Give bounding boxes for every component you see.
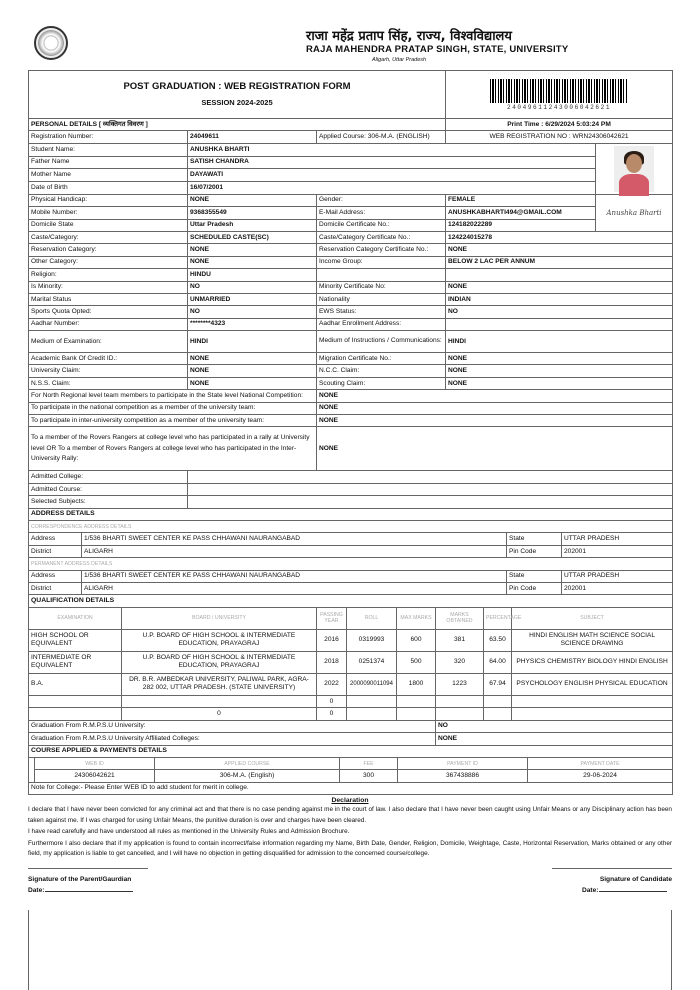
field-label: Marital Status [29,293,188,305]
field-label: Income Group: [317,256,446,268]
field-value: BELOW 2 LAC PER ANNUM [446,256,673,268]
page-frame [28,910,672,990]
column-header: FEE [340,758,398,770]
university-location: Aligarh, Uttar Pradesh [372,57,427,63]
parent-signature-label: Signature of the Parent/Gaurdian [28,875,132,883]
payment-heading: COURSE APPLIED & PAYMENTS DETAILS [29,746,673,758]
selected-subjects-label: Selected Subjects: [29,496,188,508]
correspondence-address: 1/536 BHARTI SWEET CENTER KE PASS CHHAWANI NAURANGABAD [82,533,507,545]
qualification-table [28,595,673,745]
address-heading: ADDRESS DETAILS [29,509,673,521]
column-header: MAX MARKS [397,607,436,629]
table-row: INTERMEDIATE OR EQUIVALENT U.P. BOARD OF HIGH SCHOOL & INTERMEDIATE EDUCATION, PRAYAGRAJ 2018 0251374 500 320 64.00 PHYSICS CHEMISTRY BIOLOGY HINDI ENGLISH [29,651,673,673]
field-value: INDIAN [446,293,673,305]
registration-value: 24049611 [188,131,317,143]
competition-value: NONE [317,390,673,402]
column-header: ROLL [347,607,397,629]
field-value: 124224015278 [446,231,673,243]
dob-value: 16/07/2001 [188,182,596,195]
university-name-hindi: राजा महेंद्र प्रताप सिंह, राज्य, विश्वविद्यालय [306,29,512,44]
field-value: NONE [188,365,317,377]
correspondence-state: UTTAR PRADESH [562,533,673,545]
field-value: NONE [446,353,673,365]
column-header: PASSING YEAR [317,607,347,629]
student-name: ANUSHKA BHARTI [188,143,596,156]
state-label: State [507,570,562,582]
field-label: Academic Bank Of Credit ID.: [29,353,188,365]
field-label: N.C.C. Claim: [317,365,446,377]
rovers-label: To a member of the Rovers Rangers at college level who has participated in a rally at University level OR To a member of Rovers Rangers at college level who has participated in the Inter-University Rally: [29,427,317,471]
permanent-district: ALIGARH [82,583,507,595]
table-row: HIGH SCHOOL OR EQUIVALENT U.P. BOARD OF HIGH SCHOOL & INTERMEDIATE EDUCATION, PRAYAGRAJ 2016 0319993 600 381 63.50 HINDI ENGLISH MATH SCIENCE SOCIAL SCIENCE DRAWING [29,629,673,651]
declaration-paragraph: I have read carefully and have understood all rules as mentioned in the University Rules and Admission Brochure. [28,828,350,836]
field-value: 124182022289 [446,219,596,231]
field-value: FEMALE [446,194,596,206]
grad-college-label: Graduation From R.M.P.S.U University Affiliated Colleges: [29,733,436,745]
declaration-paragraph: I declare that I have never been convicted for any criminal act and that there is no case pending against me in the court of law. I also declare that I have never been caught using Unfair Means or any Disciplinary action has been taken against me. If I was charged for using Unfair Means, the punitive duration is over and charges have been cleared. [28,806,672,824]
field-label: N.S.S. Claim: [29,377,188,389]
field-value: NONE [446,244,673,256]
field-label: Other Category: [29,256,188,268]
medium-label: Medium of Examination: [29,331,188,353]
field-value [446,318,673,330]
field-label: Mobile Number: [29,207,188,219]
correspondence-heading: CORRESPONDENCE ADDRESS DETAILS [29,521,673,533]
field-value: Uttar Pradesh [188,219,317,231]
admitted-college-value [188,471,673,483]
declaration [28,797,672,860]
pin-label: Pin Code [507,545,562,557]
candidate-signature: Anushka Bharti [596,194,673,231]
applied-course: Applied Course: 306-M.A. (ENGLISH) [317,131,446,143]
address-table [28,509,673,596]
field-label: Domicile Certificate No.: [317,219,446,231]
field-value: NONE [446,365,673,377]
medium-comm-value: HINDI [446,331,673,353]
dob-label: Date of Birth [29,182,188,195]
competition-label: To participate in the national competition as a member of the university team: [29,402,317,414]
field-label: Migration Certificate No.: [317,353,446,365]
correspondence-pin: 202001 [562,545,673,557]
university-name-english: RAJA MAHENDRA PRATAP SINGH, STATE, UNIVERSITY [306,44,569,55]
field-label: Minority Certificate No: [317,281,446,293]
signature-area [28,866,672,896]
field-value: NO [446,306,673,318]
column-header: MARKS OBTAINED [436,607,484,629]
competition-value: NONE [317,402,673,414]
field-label: Nationality [317,293,446,305]
mother-name: DAYAWATI [188,169,596,182]
field-label: Physical Handicap: [29,194,188,206]
field-value: ANUSHKABHARTI494@GMAIL.COM [446,207,596,219]
field-value: SCHEDULED CASTE(SC) [188,231,317,243]
field-label: Scouting Claim: [317,377,446,389]
field-label: Religion: [29,269,188,281]
field-value: HINDU [188,269,317,281]
district-label: District [29,545,82,557]
field-label: Reservation Category Certificate No.: [317,244,446,256]
form-title: POST GRADUATION : WEB REGISTRATION FORM [123,80,351,92]
grad-rmp-value: NO [436,720,673,732]
parent-date: Date: [28,886,133,894]
permanent-heading: PERMANENT ADDRESS DETAILS [29,558,673,570]
field-label [317,269,446,281]
student-name-label: Student Name: [29,143,188,156]
medium-value: HINDI [188,331,317,353]
competition-label: For North Regional level team members to participate in the State level National Competition: [29,390,317,402]
column-header: EXAMINATION [29,607,122,629]
registration-label: Registration Number: [29,131,188,143]
university-header [28,22,672,70]
state-label: State [507,533,562,545]
column-header: PERCENTAGE [484,607,512,629]
field-label: Reservation Category: [29,244,188,256]
session-label: SESSION 2024-2025 [201,97,273,107]
grad-rmp-label: Graduation From R.M.P.S.U University: [29,720,436,732]
rovers-value: NONE [317,427,673,471]
field-value: NO [188,306,317,318]
university-seal-icon [34,26,68,60]
barcode-number: 24049611243006042621 [507,103,612,111]
field-value: NONE [188,194,317,206]
qualification-heading: QUALIFICATION DETAILS [29,595,673,607]
field-label: Aadhar Number: [29,318,188,330]
father-name: SATISH CHANDRA [188,156,596,169]
permanent-pin: 202001 [562,583,673,595]
field-label: Aadhar Enrollment Address: [317,318,446,330]
mother-label: Mother Name [29,169,188,182]
column-header: WEB ID [35,758,155,770]
field-label: Domicile State [29,219,188,231]
column-header: APPLIED COURSE [155,758,340,770]
payment-table [28,746,673,796]
table-row: 24306042621 306-M.A. (English) 300 367438886 29-06-2024 [29,770,673,782]
photo-cell [596,143,673,194]
field-value: ********4323 [188,318,317,330]
field-label: University Claim: [29,365,188,377]
registration-form [28,22,672,896]
column-header: PAYMENT ID [398,758,528,770]
district-label: District [29,583,82,595]
admitted-course-value [188,483,673,495]
field-label: Sports Quota Opted: [29,306,188,318]
personal-details-table [28,70,673,509]
competition-value: NONE [317,415,673,427]
personal-details-heading: PERSONAL DETAILS [ व्यक्तिगत विवरण ] [29,119,446,131]
candidate-date: Date: [582,886,672,894]
permanent-address: 1/536 BHARTI SWEET CENTER KE PASS CHHAWANI NAURANGABAD [82,570,507,582]
medium-comm-label: Medium of Instructions / Communications: [317,331,446,353]
field-value: NONE [446,377,673,389]
grad-college-value: NONE [436,733,673,745]
candidate-signature-label: Signature of Candidate [599,875,672,883]
field-label: E-Mail Address: [317,207,446,219]
field-value: NONE [188,244,317,256]
field-value: UNMARRIED [188,293,317,305]
field-label: Is Minority: [29,281,188,293]
field-value: NONE [446,281,673,293]
web-registration-no: WEB REGISTRATION NO : WRN24306042621 [446,131,673,143]
field-value [446,269,673,281]
field-value: NONE [188,377,317,389]
declaration-paragraph: Furthermore I also declare that if my application is found to contain incorrect/false information regarding my Name, Birth Date, Gender, Religion, Domicile, Weightage, Caste, Horizontal Reservation, Marks obtained or any other field, my application is liable to get cancelled, and I will have no objection in getting disqualified for admission to the concerned course/college. [28,839,672,858]
admitted-course-label: Admitted Course: [29,483,188,495]
field-label: Caste/Category Certificate No.: [317,231,446,243]
field-value: NO [188,281,317,293]
address-label: Address [29,570,82,582]
table-row: 0 [29,695,673,707]
competition-label: To participate in inter-university competition as a member of the university team: [29,415,317,427]
field-label: EWS Status: [317,306,446,318]
column-header: PAYMENT DATE [528,758,673,770]
column-header: SUBJECT [512,607,673,629]
college-note: Note for College:- Please Enter WEB ID to add student for merit in college. [29,782,673,794]
column-header: BOARD / UNIVERSITY [122,607,317,629]
field-value: NONE [188,353,317,365]
selected-subjects-value [188,496,673,508]
field-value: 9368355549 [188,207,317,219]
address-label: Address [29,533,82,545]
field-label: Gender: [317,194,446,206]
table-row: 0 0 [29,708,673,720]
pin-label: Pin Code [507,583,562,595]
correspondence-district: ALIGARH [82,545,507,557]
declaration-title: Declaration [331,797,369,805]
father-label: Father Name [29,156,188,169]
barcode-icon [490,79,628,103]
field-value: NONE [188,256,317,268]
table-row: B.A. DR. B.R. AMBEDKAR UNIVERSITY, PALIWAL PARK, AGRA-282 002, UTTAR PRADESH. (STATE UNIVERSITY) 2022 2000090011094 1800 1223 67.94 PSYCHOLOGY ENGLISH PHYSICAL EDUCATION [29,673,673,695]
print-time: Print Time : 6/29/2024 5:03:24 PM [446,119,673,131]
permanent-state: UTTAR PRADESH [562,570,673,582]
candidate-photo [614,146,654,192]
admitted-college-label: Admitted College: [29,471,188,483]
field-label: Caste/Category: [29,231,188,243]
